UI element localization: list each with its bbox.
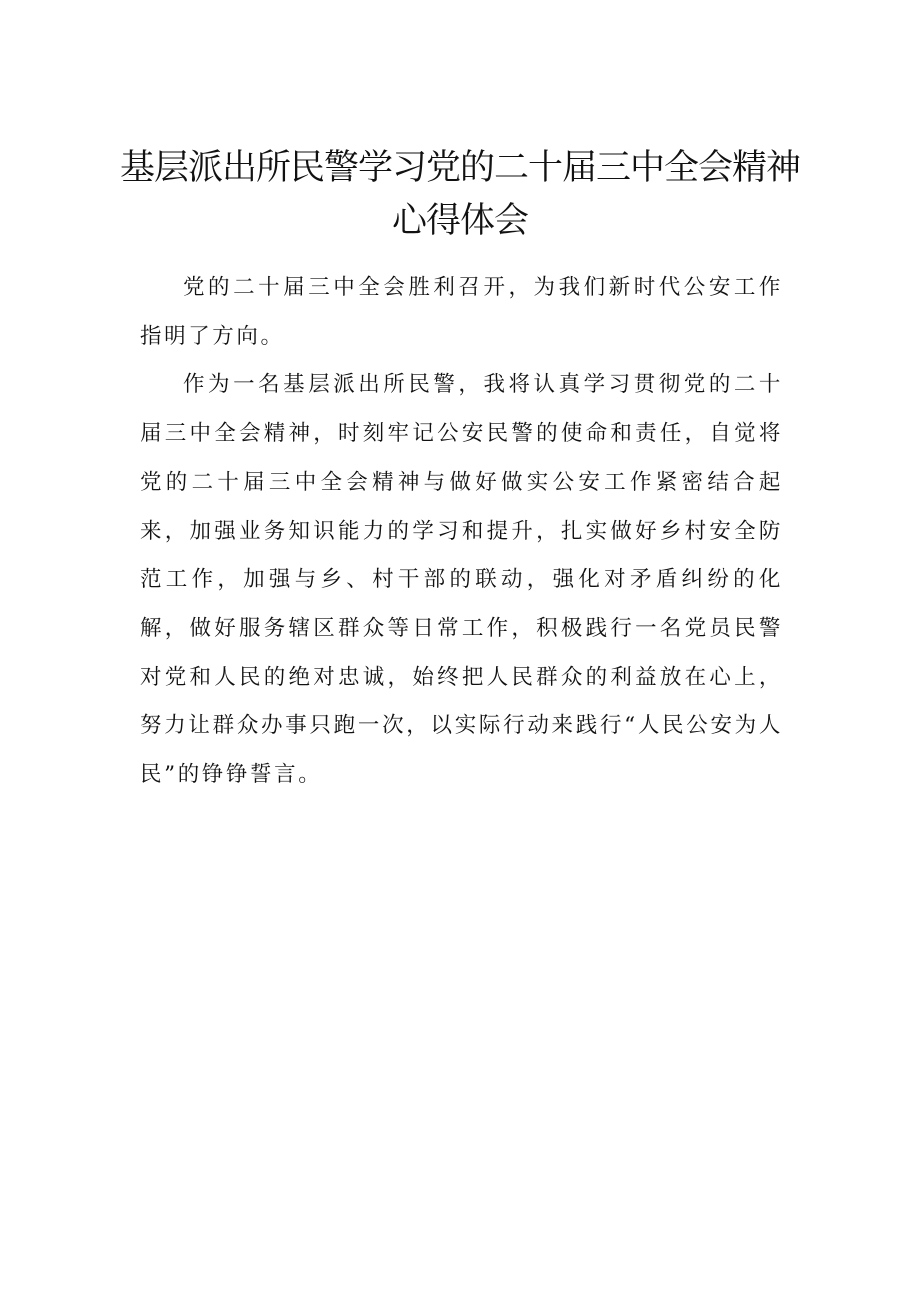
title-line-1: 基层派出所民警学习党的二十届三中全会精神 xyxy=(119,148,800,188)
title-line-2: 心得体会 xyxy=(391,201,528,241)
paragraph-2: 作为一名基层派出所民警，我将认真学习贯彻党的二十届三中全会精神，时刻牢记公安民警的使命和责任，自觉将党的二十届三中全会精神与做好做实公安工作紧密结合起来，加强业务知识能力的学习和提升，扎实做好乡村安全防范工作，加强与乡、村干部的联动，强化对矛盾纠纷的化解，做好服务辖区群众等日常工作，积极践行一名党员民警对党和人民的绝对忠诚，始终把人民群众的利益放在心上，努力让群众办事只跑一次，以实际行动来践行“人民公安为人民”的铮铮誓言。 xyxy=(140,372,783,788)
document-body xyxy=(140,264,783,800)
paragraph-1: 党的二十届三中全会胜利召开，为我们新时代公安工作指明了方向。 xyxy=(140,275,783,349)
document-title xyxy=(100,142,820,248)
